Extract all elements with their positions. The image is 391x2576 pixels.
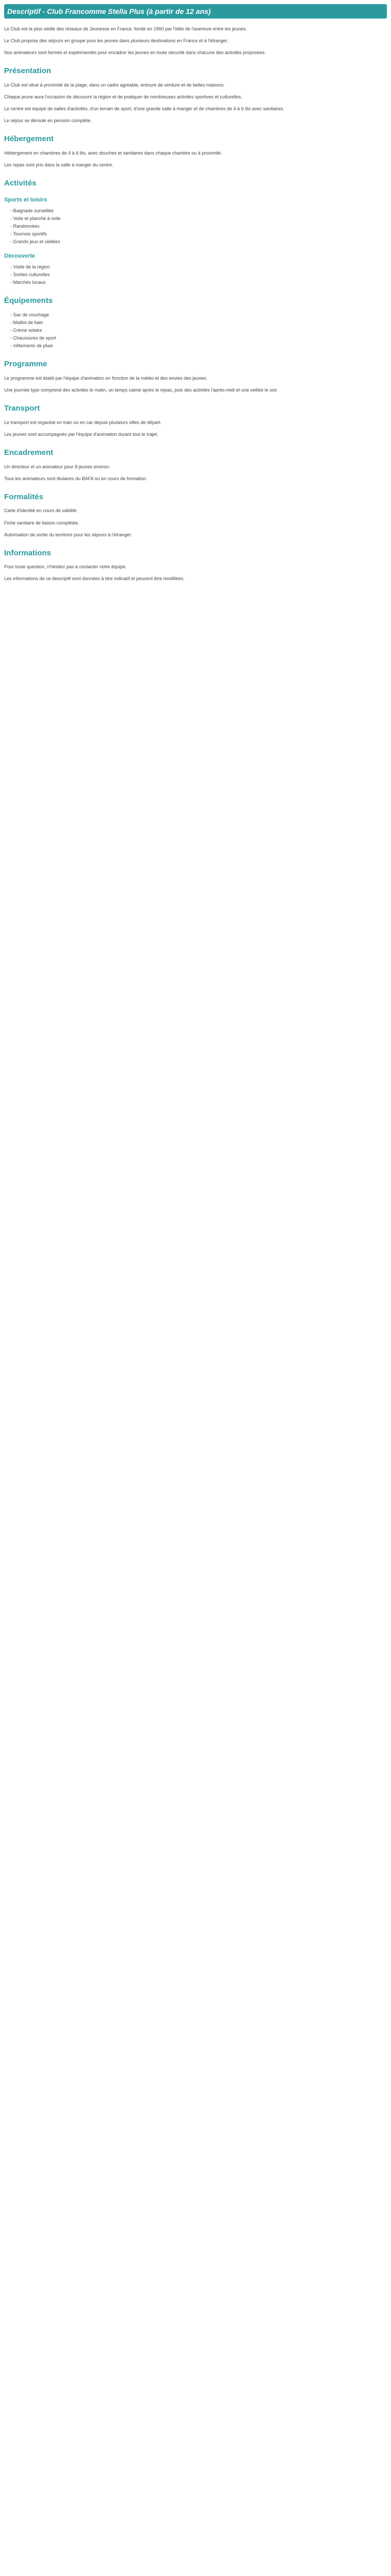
section-paragraph: Le programme est établi par l'équipe d'animation en fonction de la météo et des envies des jeunes. bbox=[4, 375, 208, 381]
list-item: - Marchés locaux bbox=[10, 279, 387, 286]
section-formalities bbox=[4, 492, 387, 538]
equipment-list bbox=[4, 312, 387, 349]
section-paragraph: Le centre est équipé de salles d'activités, d'un terrain de sport, d'une grande salle à manger et de chambres de 4 à 6 lits avec sanitaires. bbox=[4, 106, 284, 112]
section-equipment bbox=[4, 295, 387, 349]
section-closing bbox=[4, 548, 387, 583]
section-presentation bbox=[4, 65, 387, 124]
section-title: Programme bbox=[4, 360, 47, 369]
sports-list bbox=[4, 208, 387, 245]
section-hebergement bbox=[4, 133, 387, 168]
section-paragraph: Le Club est situé à proximité de la plage, dans un cadre agréable, entouré de verdure et de belles maisons. bbox=[4, 82, 225, 88]
list-item: - Grands jeux et veillées bbox=[10, 239, 387, 245]
section-title: Présentation bbox=[4, 66, 51, 76]
subsection-title: Sports et loisirs bbox=[4, 196, 47, 203]
list-item: - Randonnées bbox=[10, 223, 387, 230]
intro-paragraph: Nos animateurs sont formés et expérimentés pour encadrer les jeunes en toute sécurité dans chacune des activités proposées. bbox=[4, 50, 266, 56]
section-paragraph: Tous les animateurs sont titulaires du BAFA ou en cours de formation. bbox=[4, 476, 148, 481]
section-paragraph: Le transport est organisé en train ou en car depuis plusieurs villes de départ. bbox=[4, 419, 162, 425]
section-program bbox=[4, 359, 387, 394]
intro-paragraph: Le Club propose des séjours en groupe pour les jeunes dans plusieurs destinations en France et à l'étranger. bbox=[4, 38, 229, 44]
page-banner: Descriptif - Club Francomme Stella Plus (à partir de 12 ans) bbox=[4, 4, 387, 19]
culture-list bbox=[4, 264, 387, 286]
section-paragraph: Pour toute question, n'hésitez pas à contacter notre équipe. bbox=[4, 564, 127, 570]
section-supervision bbox=[4, 447, 387, 482]
list-item: - Chaussures de sport bbox=[10, 335, 387, 342]
list-item: - Vêtements de pluie bbox=[10, 343, 387, 349]
section-title: Informations bbox=[4, 548, 51, 557]
section-title: Hébergement bbox=[4, 134, 54, 144]
section-paragraph: Chaque jeune aura l'occasion de découvrir la région et de pratiquer de nombreuses activités sportives et culturelles. bbox=[4, 94, 242, 100]
section-paragraph: Les informations de ce descriptif sont données à titre indicatif et peuvent être modifiées. bbox=[4, 576, 185, 582]
list-item: - Sorties culturelles bbox=[10, 272, 387, 278]
list-item: - Tournois sportifs bbox=[10, 231, 387, 238]
list-item: - Baignade surveillée bbox=[10, 208, 387, 214]
section-transport bbox=[4, 403, 387, 438]
section-paragraph: Une journée type comprend des activités le matin, un temps calme après le repas, puis des activités l'après-midi et une veillée le soir. bbox=[4, 387, 278, 393]
section-paragraph: Autorisation de sortie du territoire pour les séjours à l'étranger. bbox=[4, 532, 132, 537]
section-paragraph: Carte d'identité en cours de validité. bbox=[4, 508, 78, 514]
list-item: - Sac de couchage bbox=[10, 312, 387, 318]
section-title: Équipements bbox=[4, 296, 53, 306]
list-item: - Voile et planche à voile bbox=[10, 215, 387, 222]
list-item: - Visite de la région bbox=[10, 264, 387, 270]
page bbox=[0, 0, 391, 598]
section-paragraph: Un directeur et un animateur pour 8 jeunes environ. bbox=[4, 464, 110, 469]
subsection-title: Découverte bbox=[4, 253, 35, 260]
section-paragraph: Les jeunes sont accompagnés par l'équipe d'animation durant tout le trajet. bbox=[4, 431, 158, 437]
section-paragraph: Le séjour se déroule en pension complète. bbox=[4, 118, 92, 124]
section-title: Encadrement bbox=[4, 448, 54, 457]
section-paragraph: Fiche sanitaire de liaison complétée. bbox=[4, 520, 79, 526]
section-activities bbox=[4, 178, 387, 286]
intro-paragraph: Le Club est la plus vieille des réseaux de Jeunesse en France, fondé en 1960 par l'idée de l'aventure entre les jeunes. bbox=[4, 26, 247, 32]
section-title: Transport bbox=[4, 404, 40, 413]
section-paragraph: Hébergement en chambres de 4 à 6 lits, avec douches et sanitaires dans chaque chambre ou à proximité. bbox=[4, 150, 222, 156]
section-paragraph: Les repas sont pris dans la salle à manger du centre. bbox=[4, 162, 113, 168]
list-item: - Crème solaire bbox=[10, 327, 387, 334]
section-title: Formalités bbox=[4, 492, 43, 501]
section-title: Activités bbox=[4, 179, 37, 188]
intro bbox=[4, 26, 387, 56]
list-item: - Maillot de bain bbox=[10, 319, 387, 326]
